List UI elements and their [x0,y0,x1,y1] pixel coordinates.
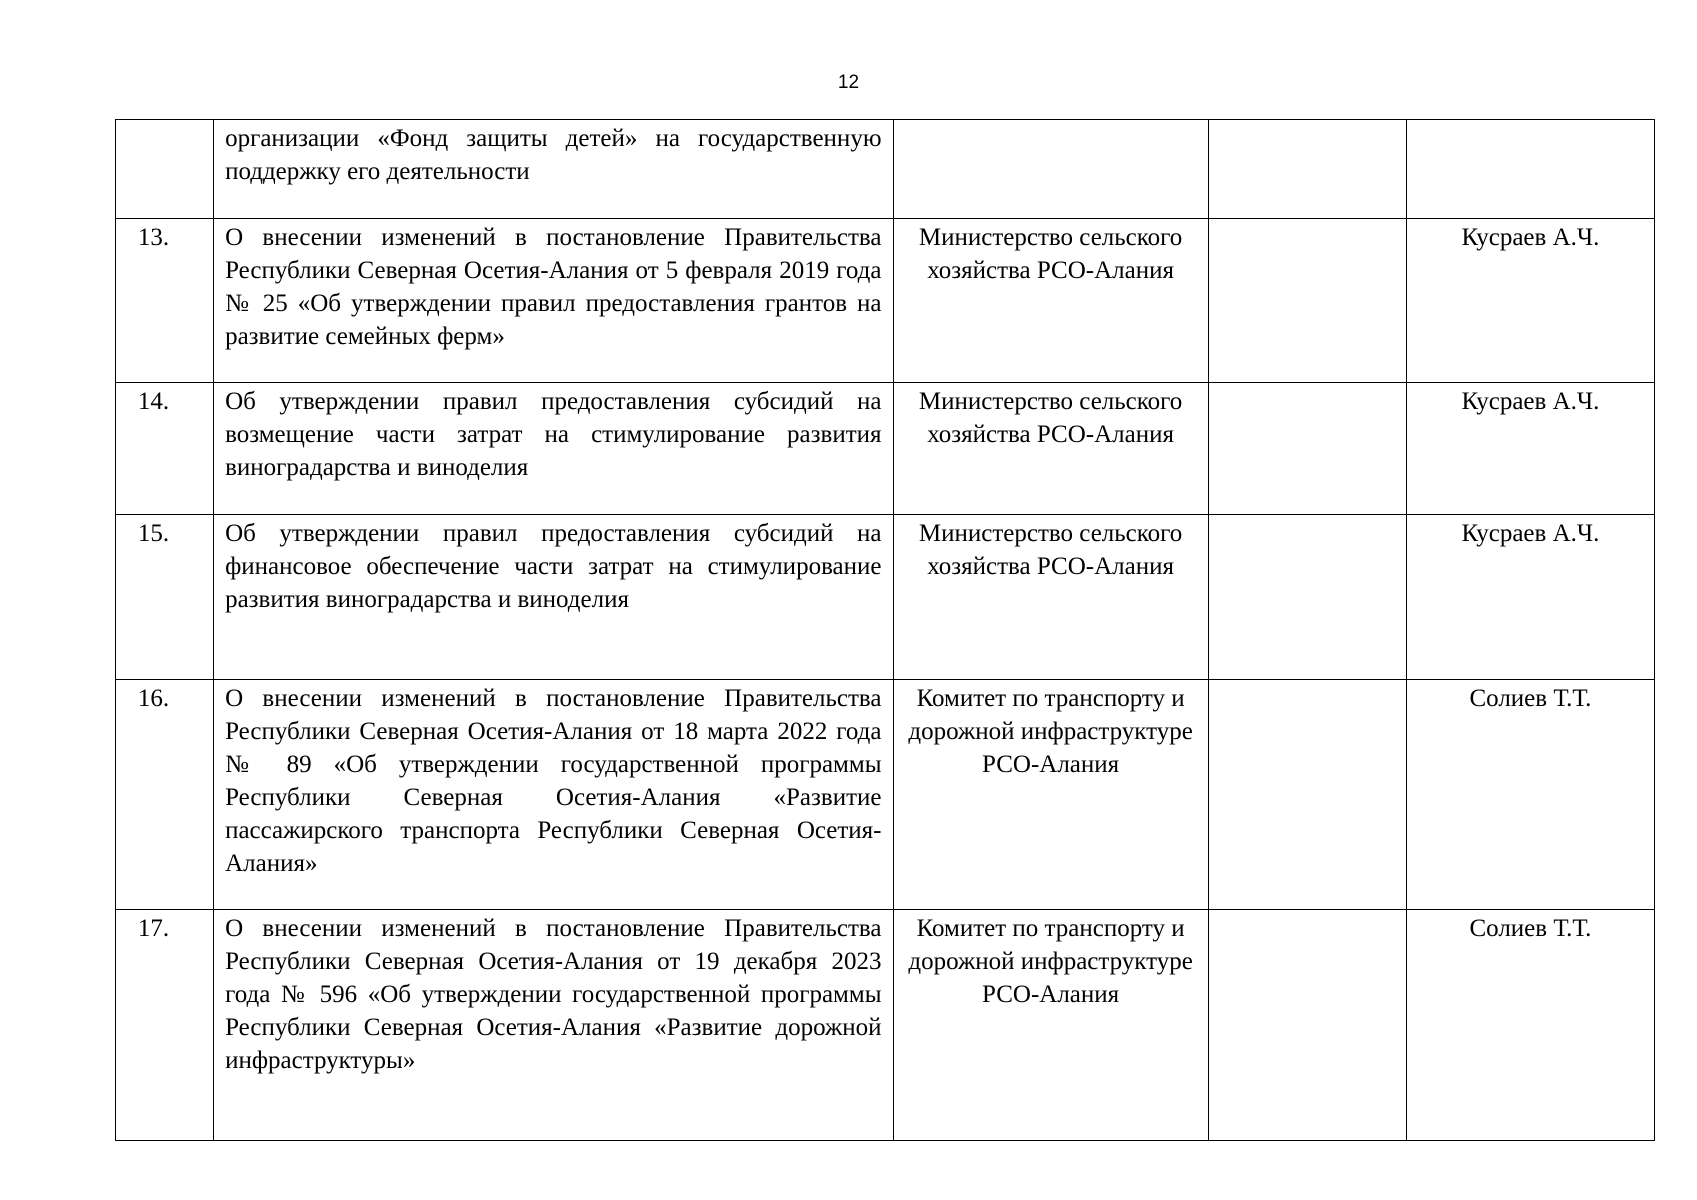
document-title-cell [214,680,893,910]
row-number-cell [116,515,214,680]
responsible-body [894,120,1208,122]
row-number: 13. [137,224,170,251]
responsible-person-cell [1406,515,1654,680]
document-title: Об утверждении правил предоставления субсидий на финансовое обеспечение части затрат на стимулирование развития виноградарства и виноделия [225,520,882,613]
responsible-person [1407,120,1654,122]
table-row [116,910,1655,1141]
responsible-person: Кусраев А.Ч. [1461,520,1600,547]
document-title: О внесении изменений в постановление Правительства Республики Северная Осетия-Алания от 19 декабря 2023 года № 596 «Об утверждении государственной программы Республики Северная Осетия-Алания «Развитие дорожной инфраструктуры» [225,915,882,1074]
row-number-cell [116,219,214,383]
deadline-cell [1208,515,1406,680]
document-title-cell [214,910,893,1141]
responsible-person-cell [1406,383,1654,515]
deadline-cell [1208,910,1406,1141]
table-row [116,515,1655,680]
document-title: О внесении изменений в постановление Правительства Республики Северная Осетия-Алания от 5 февраля 2019 года № 25 «Об утверждении правил предоставления грантов на развитие семейных ферм» [225,224,882,350]
responsible-body-cell [893,383,1208,515]
table-row [116,383,1655,515]
plan-table [115,119,1655,1141]
responsible-body: Министерство сельского хозяйства РСО-Алания [918,520,1183,580]
row-number-cell [116,910,214,1141]
responsible-body-cell [893,910,1208,1141]
document-title: организации «Фонд защиты детей» на государственную поддержку его деятельности [225,125,882,185]
document-title-cell [214,219,893,383]
row-number: 15. [137,520,170,547]
row-number [116,120,213,122]
responsible-person: Солиев Т.Т. [1469,915,1592,942]
row-number-cell [116,680,214,910]
responsible-person: Солиев Т.Т. [1469,685,1592,712]
deadline-cell [1208,383,1406,515]
row-number: 16. [137,685,170,712]
deadline-cell [1208,219,1406,383]
responsible-person: Кусраев А.Ч. [1461,224,1600,251]
table-row [116,219,1655,383]
row-number: 14. [137,388,170,415]
responsible-body-cell [893,120,1208,219]
page-number: 12 [837,72,860,93]
document-title-cell [214,515,893,680]
table-row [116,120,1655,219]
responsible-body-cell [893,515,1208,680]
responsible-person-cell [1406,219,1654,383]
row-number: 17. [137,915,170,942]
document-title: О внесении изменений в постановление Правительства Республики Северная Осетия-Алания от 18 марта 2022 года № 89 «Об утверждении государственной программы Республики Северная Осетия-Алания «Развитие пассажирского транспорта Республики Северная Осетия-Алания» [225,685,882,877]
responsible-body-cell [893,680,1208,910]
responsible-body: Комитет по транспорту и дорожной инфраструктуре РСО-Алания [908,685,1193,778]
row-number-cell [116,383,214,515]
responsible-body: Комитет по транспорту и дорожной инфраструктуре РСО-Алания [908,915,1193,1008]
table-row [116,680,1655,910]
responsible-body: Министерство сельского хозяйства РСО-Алания [918,388,1183,448]
document-title-cell [214,383,893,515]
document-title-cell [214,120,893,219]
responsible-person-cell [1406,910,1654,1141]
responsible-body: Министерство сельского хозяйства РСО-Алания [918,224,1183,284]
responsible-body-cell [893,219,1208,383]
responsible-person-cell [1406,680,1654,910]
deadline-cell [1208,680,1406,910]
row-number-cell [116,120,214,219]
responsible-person-cell [1406,120,1654,219]
document-title: Об утверждении правил предоставления субсидий на возмещение части затрат на стимулирование развития виноградарства и виноделия [225,388,882,481]
responsible-person: Кусраев А.Ч. [1461,388,1600,415]
deadline-cell [1208,120,1406,219]
